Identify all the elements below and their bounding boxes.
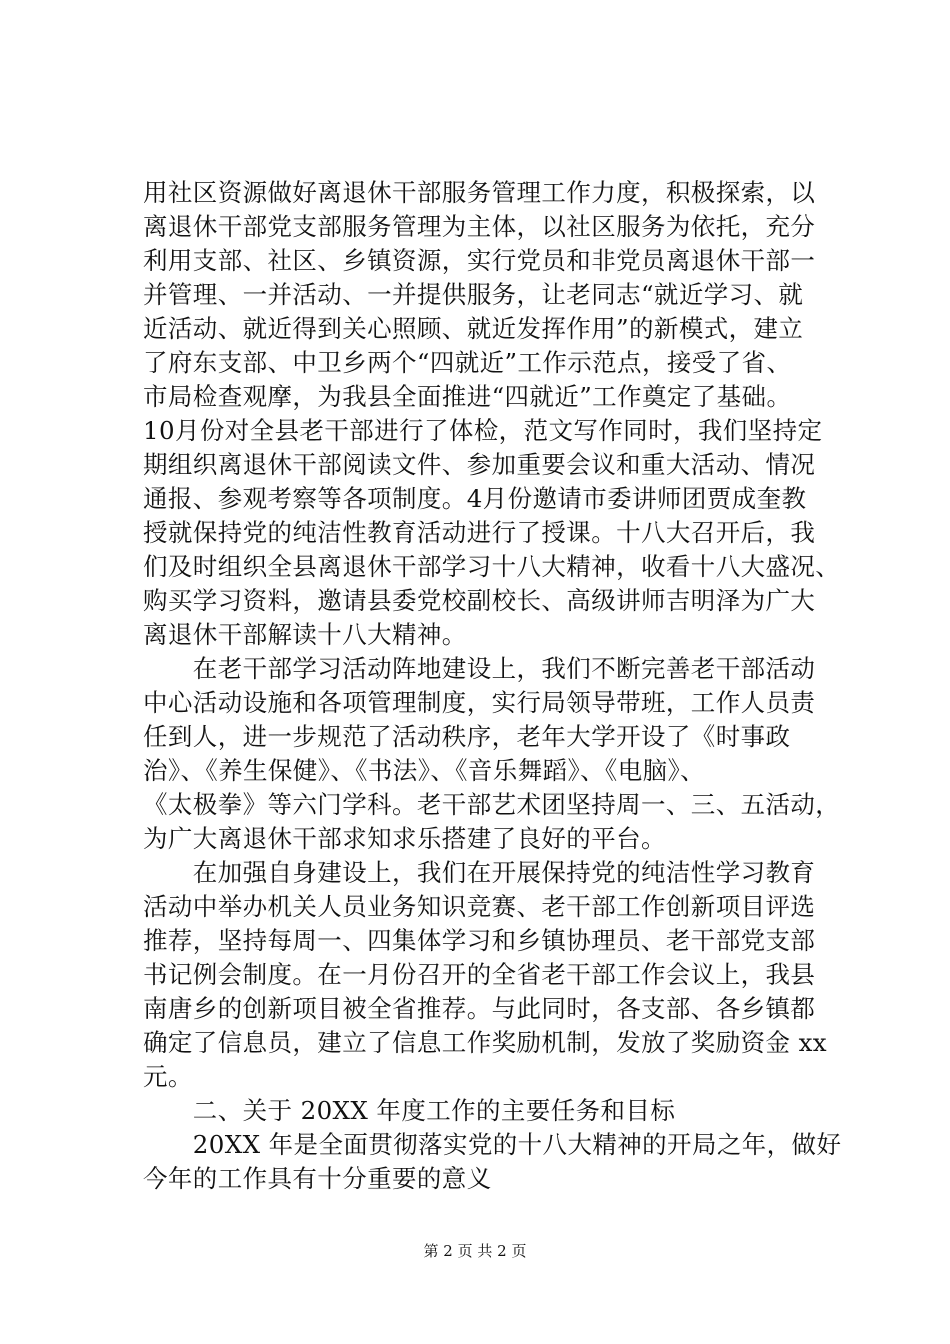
body-text-line: 离退休干部解读十八大精神。 — [143, 620, 467, 649]
body-text-line: 《太极拳》等六门学科。老干部艺术团坚持周一、三、五活动， — [143, 790, 841, 819]
body-text-line: 市局检查观摩，为我县全面推进“四就近”工作奠定了基础。 — [143, 382, 792, 411]
body-text-line: 推荐，坚持每周一、四集体学习和乡镇协理员、老干部党支部 — [143, 926, 816, 955]
body-text-line: 活动中举办机关人员业务知识竞赛、老干部工作创新项目评选 — [143, 892, 816, 921]
body-text-line: 书记例会制度。在一月份召开的全省老干部工作会议上，我县 — [143, 960, 816, 989]
body-text-line: 离退休干部党支部服务管理为主体，以社区服务为依托，充分 — [143, 212, 816, 241]
body-text-line: 治》、《养生保健》、《书法》、《音乐舞蹈》、《电脑》、 — [143, 756, 706, 785]
body-text-line: 元。 — [143, 1062, 193, 1091]
paragraph-start-line: 在老干部学习活动阵地建设上，我们不断完善老干部活动 — [143, 654, 816, 683]
body-text-line: 确定了信息员，建立了信息工作奖励机制，发放了奖励资金 xx — [143, 1028, 828, 1057]
section-heading: 二、关于 20XX 年度工作的主要任务和目标 — [143, 1096, 676, 1125]
body-text-line: 通报、参观考察等各项制度。4月份邀请市委讲师团贾成奎教 — [143, 484, 807, 513]
body-text-line: 们及时组织全县离退休干部学习十八大精神，收看十八大盛况、 — [143, 552, 841, 581]
page-number-footer: 第 2 页 共 2 页 — [423, 1242, 527, 1260]
body-text-line: 任到人，进一步规范了活动秩序，老年大学开设了《时事政 — [143, 722, 791, 751]
body-text-line: 利用支部、社区、乡镇资源，实行党员和非党员离退休干部一 — [143, 246, 816, 275]
paragraph-start-line: 在加强自身建设上，我们在开展保持党的纯洁性学习教育 — [143, 858, 816, 887]
body-text-line: 今年的工作具有十分重要的意义 — [143, 1164, 492, 1193]
paragraph-start-line: 20XX 年是全面贯彻落实党的十八大精神的开局之年，做好 — [143, 1130, 842, 1159]
body-text-line: 近活动、就近得到关心照顾、就近发挥作用”的新模式，建立 — [143, 314, 804, 343]
body-text-line: 授就保持党的纯洁性教育活动进行了授课。十八大召开后，我 — [143, 518, 816, 547]
body-text-line: 10月份对全县老干部进行了体检，范文写作同时，我们坚持定 — [143, 416, 823, 445]
body-text-line: 购买学习资料，邀请县委党校副校长、高级讲师吉明泽为广大 — [143, 586, 816, 615]
body-text-line: 用社区资源做好离退休干部服务管理工作力度，积极探索，以 — [143, 178, 816, 207]
body-text-line: 了府东支部、中卫乡两个“四就近”工作示范点，接受了省、 — [143, 348, 792, 377]
body-text-line: 南唐乡的创新项目被全省推荐。与此同时，各支部、各乡镇都 — [143, 994, 816, 1023]
body-text-line: 中心活动设施和各项管理制度，实行局领导带班，工作人员责 — [143, 688, 816, 717]
body-text-line: 为广大离退休干部求知求乐搭建了良好的平台。 — [143, 824, 666, 853]
body-text-line: 期组织离退休干部阅读文件、参加重要会议和重大活动、情况 — [143, 450, 816, 479]
body-text-line: 并管理、一并活动、一并提供服务，让老同志“就近学习、就 — [143, 280, 804, 309]
